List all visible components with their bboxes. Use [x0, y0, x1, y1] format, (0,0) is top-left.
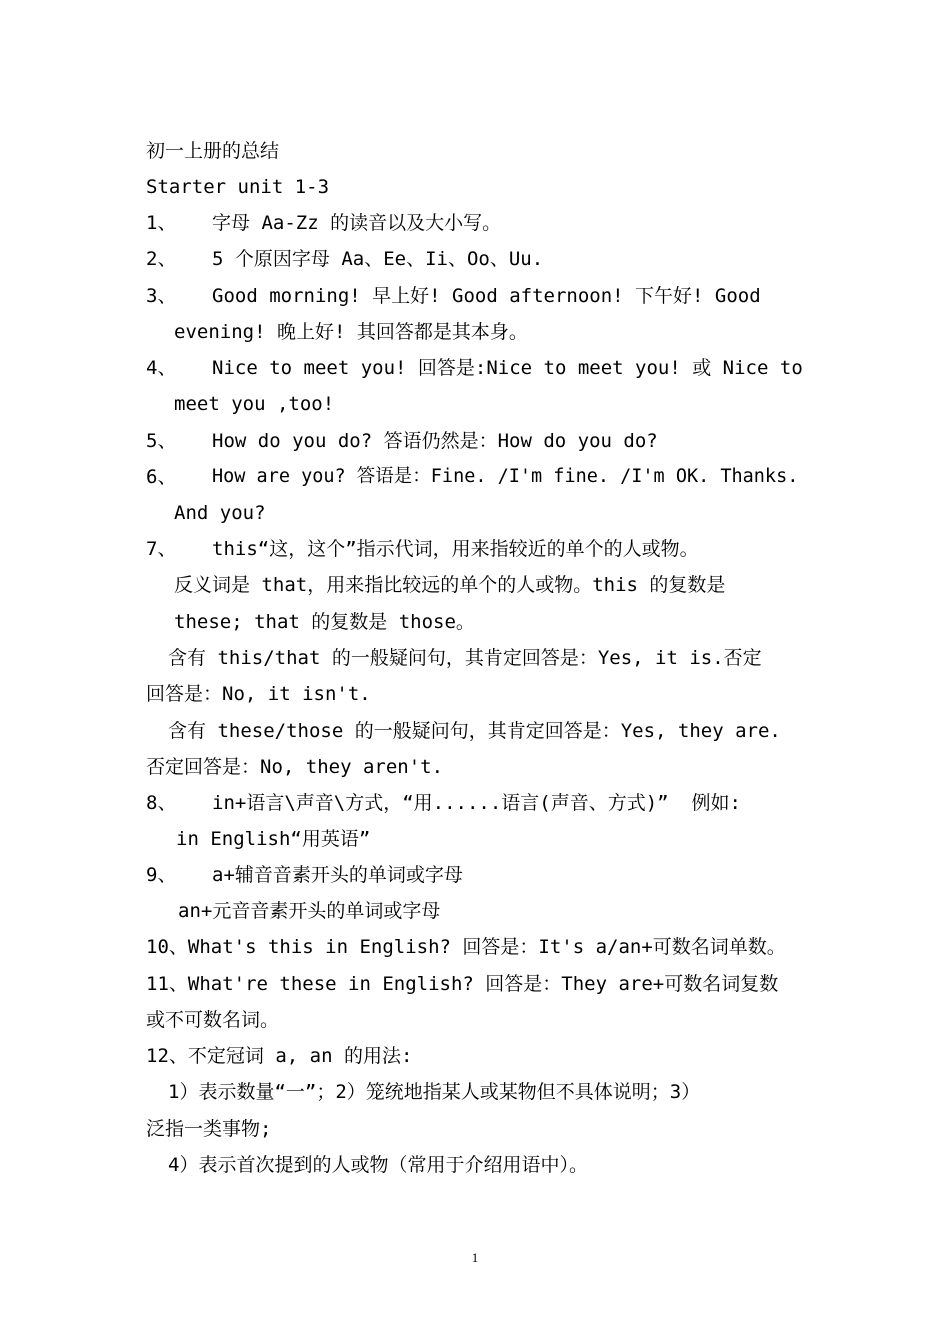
item-text-continued: an+元音音素开头的单词或字母	[178, 900, 441, 922]
item-text: 12、不定冠词 a, an 的用法:	[146, 1045, 413, 1067]
item-text: Nice to meet you! 回答是:Nice to meet you! 或 Nice to	[212, 357, 803, 379]
item-number: 6、	[146, 466, 177, 488]
item-text: this“这，这个”指示代词，用来指较近的单个的人或物。	[212, 538, 699, 560]
item-text: 字母 Aa-Zz 的读音以及大小写。	[212, 212, 502, 234]
paragraph-line: 含有 this/that 的一般疑问句，其肯定回答是：Yes, it is.否定	[168, 647, 762, 669]
item-text: How are you? 答语是：Fine. /I'm fine. /I'm OK. Thanks.	[212, 466, 799, 487]
item-text-continued: meet you ,too!	[174, 393, 335, 415]
item-number: 7、	[146, 538, 177, 560]
item-number: 3、	[146, 285, 177, 307]
item-number: 5、	[146, 430, 177, 452]
item-text: Good morning! 早上好! Good afternoon! 下午好! Good	[212, 285, 761, 307]
item-text: 10、What's this in English? 回答是：It's a/an+可数名词单数。	[146, 936, 786, 958]
paragraph-line: 回答是：No, it isn't.	[146, 683, 371, 705]
item-text-continued: And you?	[174, 502, 266, 524]
paragraph-line: 否定回答是：No, they aren't.	[146, 756, 444, 778]
item-text-continued: in English“用英语”	[176, 828, 371, 850]
item-text-continued: 4）表示首次提到的人或物（常用于介绍用语中）。	[168, 1154, 588, 1176]
item-text: 11、What're these in English? 回答是：They are+可数名词复数	[146, 973, 779, 995]
item-number: 4、	[146, 357, 177, 379]
item-text-continued: 或不可数名词。	[146, 1009, 280, 1031]
paragraph-line: 含有 these/those 的一般疑问句，其肯定回答是：Yes, they are.	[168, 720, 781, 742]
item-number: 2、	[146, 248, 177, 270]
item-number: 1、	[146, 212, 177, 234]
item-text: 5 个原因字母 Aa、Ee、Ii、Oo、Uu.	[212, 248, 544, 270]
item-text-continued: 1）表示数量“一”；2）笼统地指某人或某物但不具体说明；3）	[168, 1081, 701, 1103]
item-number: 8、	[146, 792, 177, 814]
item-text: How do you do? 答语仍然是：How do you do?	[212, 430, 658, 452]
page-number: 1	[471, 1250, 479, 1265]
item-text-continued: 反义词是 that，用来指比较远的单个的人或物。this 的复数是	[174, 574, 726, 596]
item-text-continued: 泛指一类事物;	[146, 1118, 272, 1140]
item-text: in+语言\声音\方式，“用......语言(声音、方式)” 例如:	[212, 792, 741, 814]
doc-subtitle: Starter unit 1-3	[146, 176, 330, 198]
item-text: a+辅音音素开头的单词或字母	[212, 864, 463, 886]
item-number: 9、	[146, 864, 177, 886]
item-text-continued: these; that 的复数是 those。	[174, 611, 475, 633]
doc-title: 初一上册的总结	[146, 140, 280, 162]
item-text-continued: evening! 晚上好! 其回答都是其本身。	[174, 321, 528, 343]
